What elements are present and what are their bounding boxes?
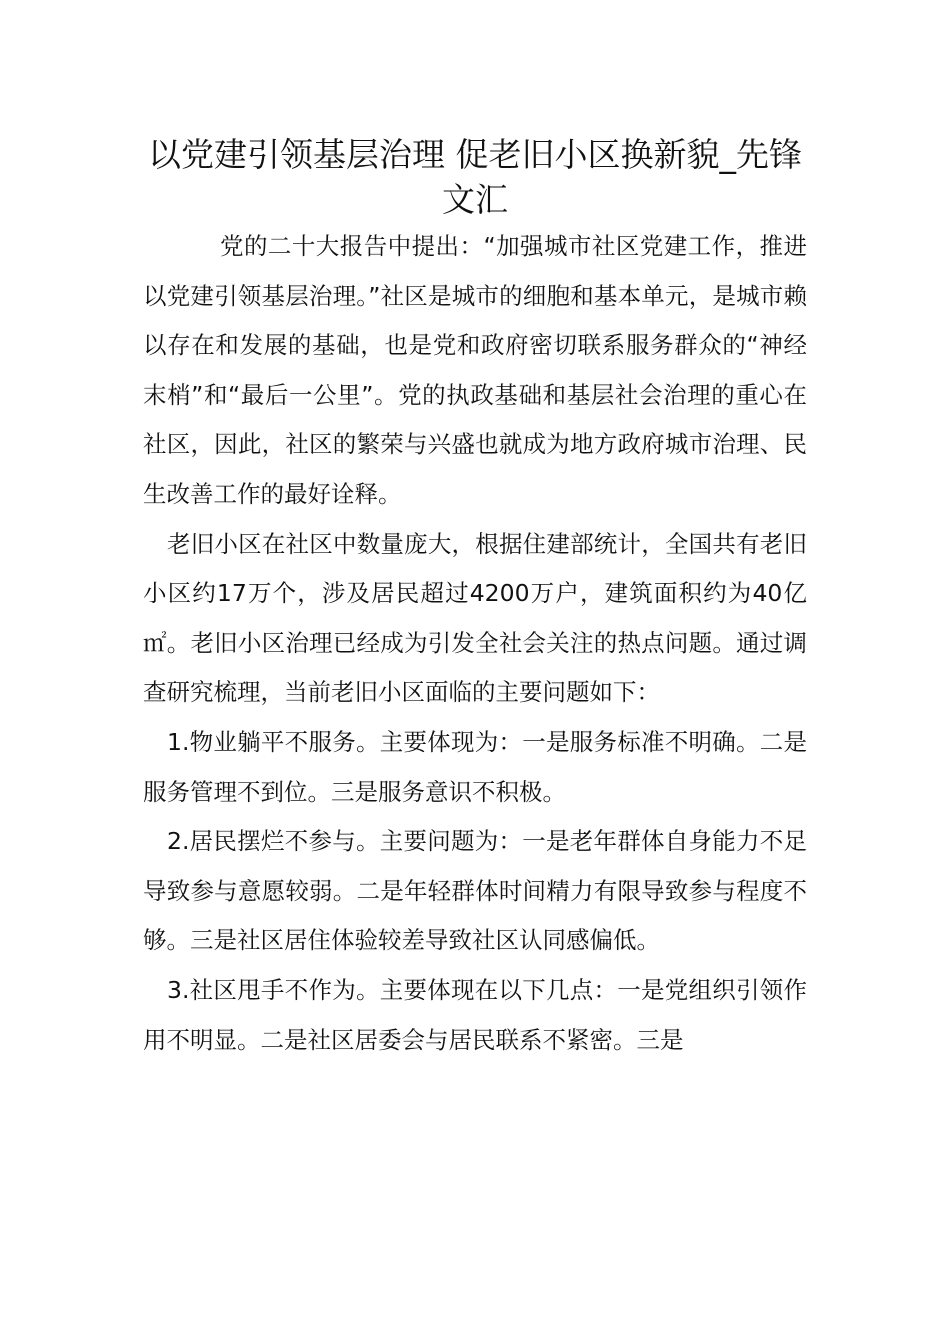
- document-body: [143, 132, 807, 1065]
- paragraph-intro: 党的二十大报告中提出：“加强城市社区党建工作，推进以党建引领基层治理。”社区是城市的细胞和基本单元，是城市赖以存在和发展的基础，也是党和政府密切联系服务群众的“神经末梢”和“最后一公里”。党的执政基础和基层社会治理的重心在社区，因此，社区的繁荣与兴盛也就成为地方政府城市治理、民生改善工作的最好诠释。: [143, 232, 807, 508]
- paragraph-old-communities: 老旧小区在社区中数量庞大，根据住建部统计，全国共有老旧小区约17万个，涉及居民超过4200万户，建筑面积约为40亿㎡。老旧小区治理已经成为引发全社会关注的热点问题。通过调查研究梳理，当前老旧小区面临的主要问题如下：: [143, 529, 807, 707]
- document-title: 以党建引领基层治理 促老旧小区换新貌_先锋文汇: [148, 135, 802, 219]
- paragraph-issue-1: 1.物业躺平不服务。主要体现为：一是服务标准不明确。二是服务管理不到位。三是服务意识不积极。: [143, 727, 807, 806]
- paragraph-issue-3: 3.社区甩手不作为。主要体现在以下几点：一是党组织引领作用不明显。二是社区居委会与居民联系不紧密。三是: [143, 975, 807, 1054]
- paragraph-issue-2: 2.居民摆烂不参与。主要问题为：一是老年群体自身能力不足导致参与意愿较弱。二是年轻群体时间精力有限导致参与程度不够。三是社区居住体验较差导致社区认同感偏低。: [143, 827, 807, 955]
